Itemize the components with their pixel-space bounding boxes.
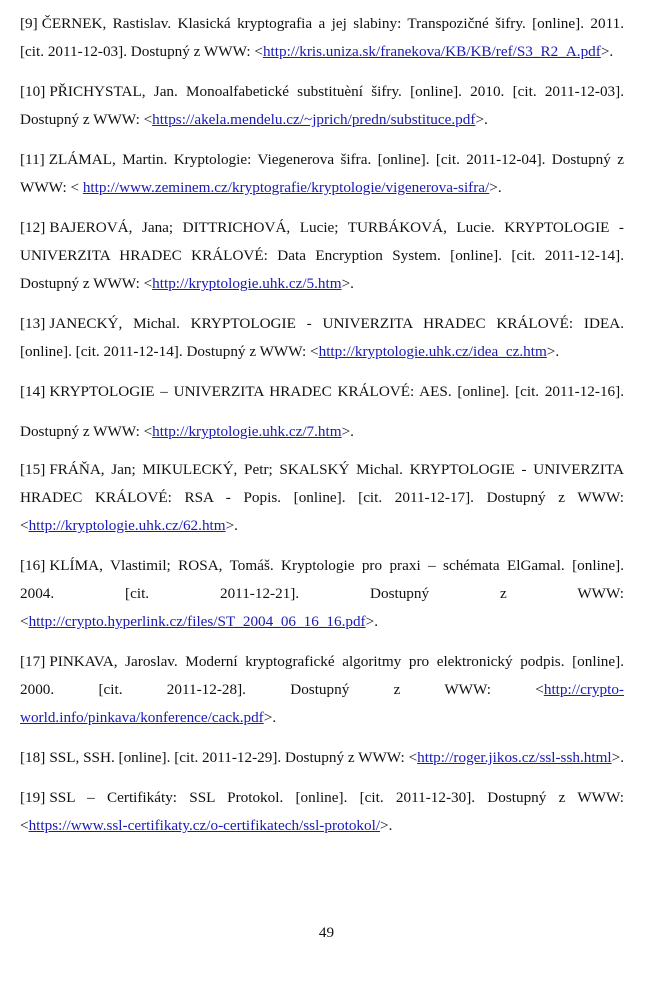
reference-link[interactable]: http://kris.uniza.sk/franekova/KB/KB/ref/S3_R2_A.pdf [262, 43, 601, 60]
reference-number: [17] [20, 653, 46, 670]
reference-19 [20, 784, 624, 840]
reference-text: PINKAVA, Jaroslav. Moderní kryptografické algoritmy pro elektronický podpis. [online]. 2000. [cit. 2011-12-28]. Dostupný z WWW: < [20, 653, 624, 698]
reference-tail: >. [263, 709, 277, 726]
reference-tail: >. [489, 179, 502, 196]
reference-link[interactable]: https://www.ssl-certifikaty.cz/o-certifikatech/ssl-protokol/ [28, 817, 381, 834]
reference-text: SSL – Certifikáty: SSL Protokol. [online]. [cit. 2011-12-30]. Dostupný z WWW: < [20, 789, 624, 834]
reference-tail: >. [225, 517, 238, 534]
reference-number: [13] [20, 315, 46, 332]
reference-15 [20, 456, 624, 540]
reference-text: BAJEROVÁ, Jana; DITTRICHOVÁ, Lucie; TURBÁKOVÁ, Lucie. KRYPTOLOGIE - UNIVERZITA HRADEC KRÁLOVÉ: Data Encryption System. [online]. [cit. 2011-12-14]. Dostupný z WWW: < [20, 219, 624, 292]
reference-number: [16] [20, 557, 46, 574]
reference-link[interactable]: http://kryptologie.uhk.cz/7.htm [152, 423, 342, 440]
reference-9 [20, 10, 624, 66]
reference-number: [12] [20, 219, 46, 236]
reference-tail: >. [546, 343, 560, 360]
reference-number: [9] [20, 15, 38, 32]
reference-link[interactable]: http://kryptologie.uhk.cz/idea_cz.htm [318, 343, 547, 360]
reference-link[interactable]: http://crypto.hyperlink.cz/files/ST_2004_06_16_16.pdf [28, 613, 366, 630]
reference-number: [15] [20, 461, 46, 478]
reference-17 [20, 648, 624, 732]
reference-10 [20, 78, 624, 134]
reference-text: KLÍMA, Vlastimil; ROSA, Tomáš. Kryptologie pro praxi – schémata ElGamal. [online]. 2004. [cit. 2011-12-21]. Dostupný z WWW: < [20, 557, 624, 630]
reference-link[interactable]: http://kryptologie.uhk.cz/62.htm [28, 517, 226, 534]
reference-text: JANECKÝ, Michal. KRYPTOLOGIE - UNIVERZITA HRADEC KRÁLOVÉ: IDEA. [online]. [cit. 2011-12-14]. Dostupný z WWW: < [20, 315, 624, 360]
reference-link[interactable]: https://akela.mendelu.cz/~jprich/predn/substituce.pdf [152, 111, 476, 128]
reference-18 [20, 744, 624, 772]
reference-tail: >. [611, 749, 624, 766]
reference-number: [10] [20, 83, 46, 100]
reference-number: [14] [20, 383, 46, 400]
reference-link[interactable]: http://roger.jikos.cz/ssl-ssh.html [417, 749, 612, 766]
reference-13 [20, 310, 624, 366]
reference-text: SSL, SSH. [online]. [cit. 2011-12-29]. Dostupný z WWW: < [49, 749, 418, 766]
reference-text: ZLÁMAL, Martin. Kryptologie: Viegenerova šifra. [online]. [cit. 2011-12-04]. Dostupný z WWW: < [20, 151, 624, 196]
reference-text: ČERNEK, Rastislav. Klasická kryptografia a jej slabiny: Transpozičné šifry. [online]. 2011. [cit. 2011-12-03]. Dostupný z WWW: < [20, 15, 624, 60]
reference-tail: >. [341, 275, 354, 292]
reference-12 [20, 214, 624, 298]
reference-14 [20, 372, 624, 452]
reference-link[interactable]: http://crypto-world.info/pinkava/konference/cack.pdf [20, 681, 624, 726]
reference-16 [20, 552, 624, 636]
reference-11 [20, 146, 624, 202]
reference-link[interactable]: http://kryptologie.uhk.cz/5.htm [152, 275, 342, 292]
reference-tail: >. [341, 423, 354, 440]
reference-text: PŘICHYSTAL, Jan. Monoalfabetické substituèní šifry. [online]. 2010. [cit. 2011-12-03]. Dostupný z WWW: < [20, 83, 624, 128]
reference-number: [18] [20, 749, 46, 766]
reference-text: KRYPTOLOGIE – UNIVERZITA HRADEC KRÁLOVÉ: AES. [online]. [cit. 2011-12-16]. Dostupný z WWW: < [20, 383, 624, 440]
page-number: 49 [318, 924, 335, 941]
reference-list [20, 10, 624, 852]
reference-tail: >. [600, 43, 614, 60]
reference-number: [11] [20, 151, 45, 168]
reference-link[interactable]: http://www.zeminem.cz/kryptografie/kryptologie/vigenerova-sifra/ [82, 179, 490, 196]
reference-tail: >. [475, 111, 488, 128]
reference-tail: >. [365, 613, 378, 630]
reference-number: [19] [20, 789, 46, 806]
reference-text: FRÁŇA, Jan; MIKULECKÝ, Petr; SKALSKÝ Michal. KRYPTOLOGIE - UNIVERZITA HRADEC KRÁLOVÉ: RSA - Popis. [online]. [cit. 2011-12-17]. Dostupný z WWW: < [20, 461, 624, 534]
reference-tail: >. [380, 817, 393, 834]
